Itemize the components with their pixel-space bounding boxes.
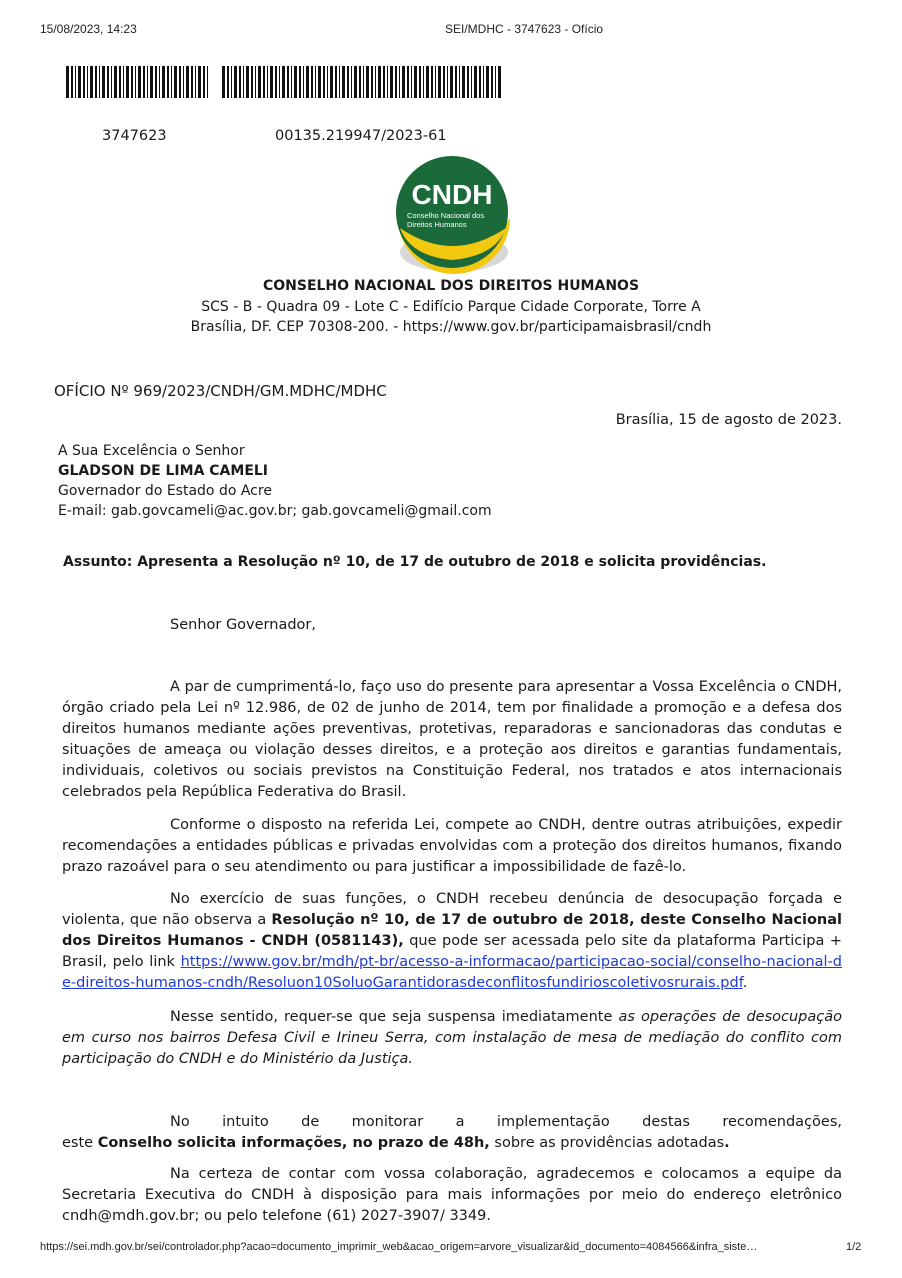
barcode-bar [66, 66, 69, 98]
barcode-bar [318, 66, 321, 98]
barcode-bar [267, 66, 268, 98]
barcode-bar [102, 66, 105, 98]
barcode-bar [471, 66, 472, 98]
barcode-bar [263, 66, 265, 98]
barcode-process [222, 66, 504, 98]
barcode-bar [330, 66, 333, 98]
barcode-bar [347, 66, 349, 98]
body-paragraph-1: A par de cumprimentá-lo, faço uso do presente para apresentar a Vossa Excelência o CNDH, órgão criado pela Lei nº 12.986, de 02 de junho de 2014, tem por finalidade a promoção e a defesa dos direitos humanos mediante ações preventivas, protetivas, reparadoras e sancionadoras das condutas e situações de ameaça ou violação desses direitos, e a proteção aos direitos e garantias fundamentais, individuais, coletivos ou sociais previstos na Constituição Federal, nos tratados e atos internacionais celebrados pela República Federativa do Brasil. [62, 679, 842, 800]
barcode-bar [447, 66, 448, 98]
barcode-bar [143, 66, 145, 98]
barcode-bar [135, 66, 136, 98]
barcode-bar [123, 66, 124, 98]
subject: Assunto: Apresenta a Resolução nº 10, de 17 de outubro de 2018 e solicita providências. [63, 554, 767, 570]
barcode-bar [287, 66, 289, 98]
barcode-bar [155, 66, 157, 98]
barcode-bar [495, 66, 496, 98]
barcode-bar [95, 66, 97, 98]
barcode-bar [387, 66, 388, 98]
barcode-document-number: 3747623 [102, 128, 167, 144]
barcode-bar [306, 66, 309, 98]
barcode-process-number: 00135.219947/2023-61 [275, 128, 447, 144]
barcode-bar [234, 66, 237, 98]
barcode-bar [323, 66, 325, 98]
barcode-bar [354, 66, 357, 98]
request-details: as operações de desocupação em curso nos bairros Defesa Civil e Irineu Serra, com instalação de mesa de mediação do conflito com participação do CNDH e do Ministério da Justiça. [62, 1009, 842, 1067]
barcode-bar [90, 66, 93, 98]
barcode-bar [498, 66, 501, 98]
barcode-bar [87, 66, 88, 98]
barcode-bar [78, 66, 81, 98]
org-address-line2: Brasília, DF. CEP 70308-200. - https://www.gov.br/participamaisbrasil/cndh [190, 319, 712, 335]
barcode-bar [351, 66, 352, 98]
resolution-link[interactable]: https://www.gov.br/mdh/pt-br/acesso-a-informacao/participacao-social/conselho-nacional-de-direitos-humanos-cndh/Resoluon10SoluoGarantidorasdeconflitosfundirioscoletivosrurais.pdf [62, 954, 842, 991]
print-datetime: 15/08/2023, 14:23 [40, 22, 137, 36]
barcode-bar [111, 66, 112, 98]
barcode-bar [243, 66, 244, 98]
barcode-bar [162, 66, 165, 98]
place-date: Brasília, 15 de agosto de 2023. [615, 412, 842, 428]
barcode-bar [186, 66, 189, 98]
barcode-bar [246, 66, 249, 98]
barcode-bar [378, 66, 381, 98]
cndh-logo [392, 156, 512, 276]
barcode-bar [258, 66, 261, 98]
barcode-bar [191, 66, 193, 98]
barcode-bar [375, 66, 376, 98]
barcode-bar [339, 66, 340, 98]
barcode-bar [75, 66, 76, 98]
barcode-bar [150, 66, 153, 98]
barcode-bar [455, 66, 457, 98]
barcode-bar [291, 66, 292, 98]
barcode-bar [207, 66, 208, 98]
barcode-bar [126, 66, 129, 98]
barcode-bar [435, 66, 436, 98]
resolution-reference: Resolução nº 10, de 17 de outubro de 2018, deste Conselho Nacional dos Direitos Humanos - CNDH (0581143), [62, 912, 842, 949]
barcode-bar [275, 66, 277, 98]
body-paragraph-5-cont: este Conselho solicita informações, no prazo de 48h, sobre as providências adotadas. [62, 1135, 730, 1151]
barcode-bar [414, 66, 417, 98]
barcode-bar [159, 66, 160, 98]
body-paragraph-3: No exercício de suas funções, o CNDH recebeu denúncia de desocupação forçada e violenta, que não observa a Resolução nº 10, de 17 de outubro de 2018, deste Conselho Nacional dos Direitos Humanos - CNDH (0581143), que pode ser acessada pelo site da plataforma Participa + Brasil, pelo link https://www.gov.br/mdh/pt-br/acesso-a-informacao/participacao-social/conselho-nacional-de-direitos-humanos-cndh/Resoluon10SoluoGarantidorasdeconflitosfundirioscoletivosrurais.pdf. [62, 891, 842, 991]
body-paragraph-5: No intuito de monitorar a implementação destas recomendações, [170, 1114, 842, 1130]
barcode-bar [462, 66, 465, 98]
barcode-bar [486, 66, 489, 98]
barcode-bar [411, 66, 412, 98]
barcode-bar [426, 66, 429, 98]
barcode-bar [459, 66, 460, 98]
barcode-bar [327, 66, 328, 98]
barcode-bar [491, 66, 493, 98]
barcode-bar [423, 66, 424, 98]
body-paragraph-4: Nesse sentido, requer-se que seja suspensa imediatamente as operações de desocupação em curso nos bairros Defesa Civil e Irineu Serra, com instalação de mesa de mediação do conflito com participação do CNDH e do Ministério da Justiça. [62, 1009, 842, 1067]
recipient-role: Governador do Estado do Acre [58, 483, 272, 499]
print-title: SEI/MDHC - 3747623 - Ofício [445, 22, 604, 36]
barcode-bar [390, 66, 393, 98]
barcode-bar [198, 66, 201, 98]
barcode-bar [443, 66, 445, 98]
logo-subtitle-2: Direitos Humanos [407, 220, 467, 229]
barcode-bar [239, 66, 241, 98]
barcode-bar [147, 66, 148, 98]
barcode-bar [203, 66, 205, 98]
barcode-bar [183, 66, 184, 98]
barcode-bar [474, 66, 477, 98]
barcode-bar [467, 66, 469, 98]
barcode-bar [395, 66, 397, 98]
barcode-bar [195, 66, 196, 98]
body-paragraph-2: Conforme o disposto na referida Lei, compete ao CNDH, dentre outras atribuições, expedir recomendações a entidades públicas e privadas envolvidas com a proteção dos direitos humanos, fixando prazo razoável para o seu atendimento ou para justificar a impossibilidade de fazê-lo. [62, 817, 842, 875]
barcode-bar [335, 66, 337, 98]
document-number: OFÍCIO Nº 969/2023/CNDH/GM.MDHC/MDHC [54, 382, 387, 400]
barcode-bar [479, 66, 481, 98]
barcode-bar [138, 66, 141, 98]
barcode-bar [363, 66, 364, 98]
barcode-bar [450, 66, 453, 98]
barcode-bar [279, 66, 280, 98]
org-name: CONSELHO NACIONAL DOS DIREITOS HUMANOS [262, 278, 640, 294]
recipient-email: E-mail: gab.govcameli@ac.gov.br; gab.govcameli@gmail.com [58, 503, 492, 519]
recipient-name: GLADSON DE LIMA CAMELI [58, 463, 269, 479]
logo-text: CNDH [411, 179, 493, 210]
barcode-bar [83, 66, 85, 98]
barcode-bar [419, 66, 421, 98]
barcode-bar [371, 66, 373, 98]
barcode-bar [431, 66, 433, 98]
barcode-bar [383, 66, 385, 98]
barcode-bar [311, 66, 313, 98]
barcode-bar [303, 66, 304, 98]
barcode-bar [179, 66, 181, 98]
barcode-bar [251, 66, 253, 98]
barcode-bar [222, 66, 225, 98]
barcode-bar [255, 66, 256, 98]
barcode-bar [483, 66, 484, 98]
barcode-bar [438, 66, 441, 98]
barcode-bar [171, 66, 172, 98]
barcode-bar [407, 66, 409, 98]
barcode-bar [402, 66, 405, 98]
barcode-bar [167, 66, 169, 98]
barcode-bar [71, 66, 73, 98]
barcode-bar [315, 66, 316, 98]
barcode-bar [131, 66, 133, 98]
barcode-bar [294, 66, 297, 98]
barcode-document [66, 66, 212, 98]
barcode-bar [299, 66, 301, 98]
barcode-bar [399, 66, 400, 98]
barcode-bar [99, 66, 100, 98]
body-paragraph-6: Na certeza de contar com vossa colaboração, agradecemos e colocamos a equipe da Secretaria Executiva do CNDH à disposição para mais informações por meio do endereço eletrônico cndh@mdh.gov.br; ou pelo telefone (61) 2027-3907/ 3349. [62, 1166, 842, 1224]
org-address-line1: SCS - B - Quadra 09 - Lote C - Edifício Parque Cidade Corporate, Torre A [201, 299, 701, 315]
print-url: https://sei.mdh.gov.br/sei/controlador.php?acao=documento_imprimir_web&acao_origem=arvore_visualizar&id_documento=4084566&infra_siste… [40, 1241, 758, 1253]
barcode-bar [174, 66, 177, 98]
barcode-bar [366, 66, 369, 98]
barcode-bar [342, 66, 345, 98]
barcode-bar [119, 66, 121, 98]
barcode-bar [227, 66, 229, 98]
barcode-bar [359, 66, 361, 98]
barcode-bar [114, 66, 117, 98]
logo-subtitle-1: Conselho Nacional dos [407, 211, 485, 220]
page-number: 1/2 [846, 1241, 862, 1253]
barcode-bar [107, 66, 109, 98]
barcode-bar [231, 66, 232, 98]
barcode-bar [270, 66, 273, 98]
barcode-bar [282, 66, 285, 98]
recipient-salutation: A Sua Excelência o Senhor [58, 443, 245, 459]
greeting: Senhor Governador, [170, 617, 316, 633]
